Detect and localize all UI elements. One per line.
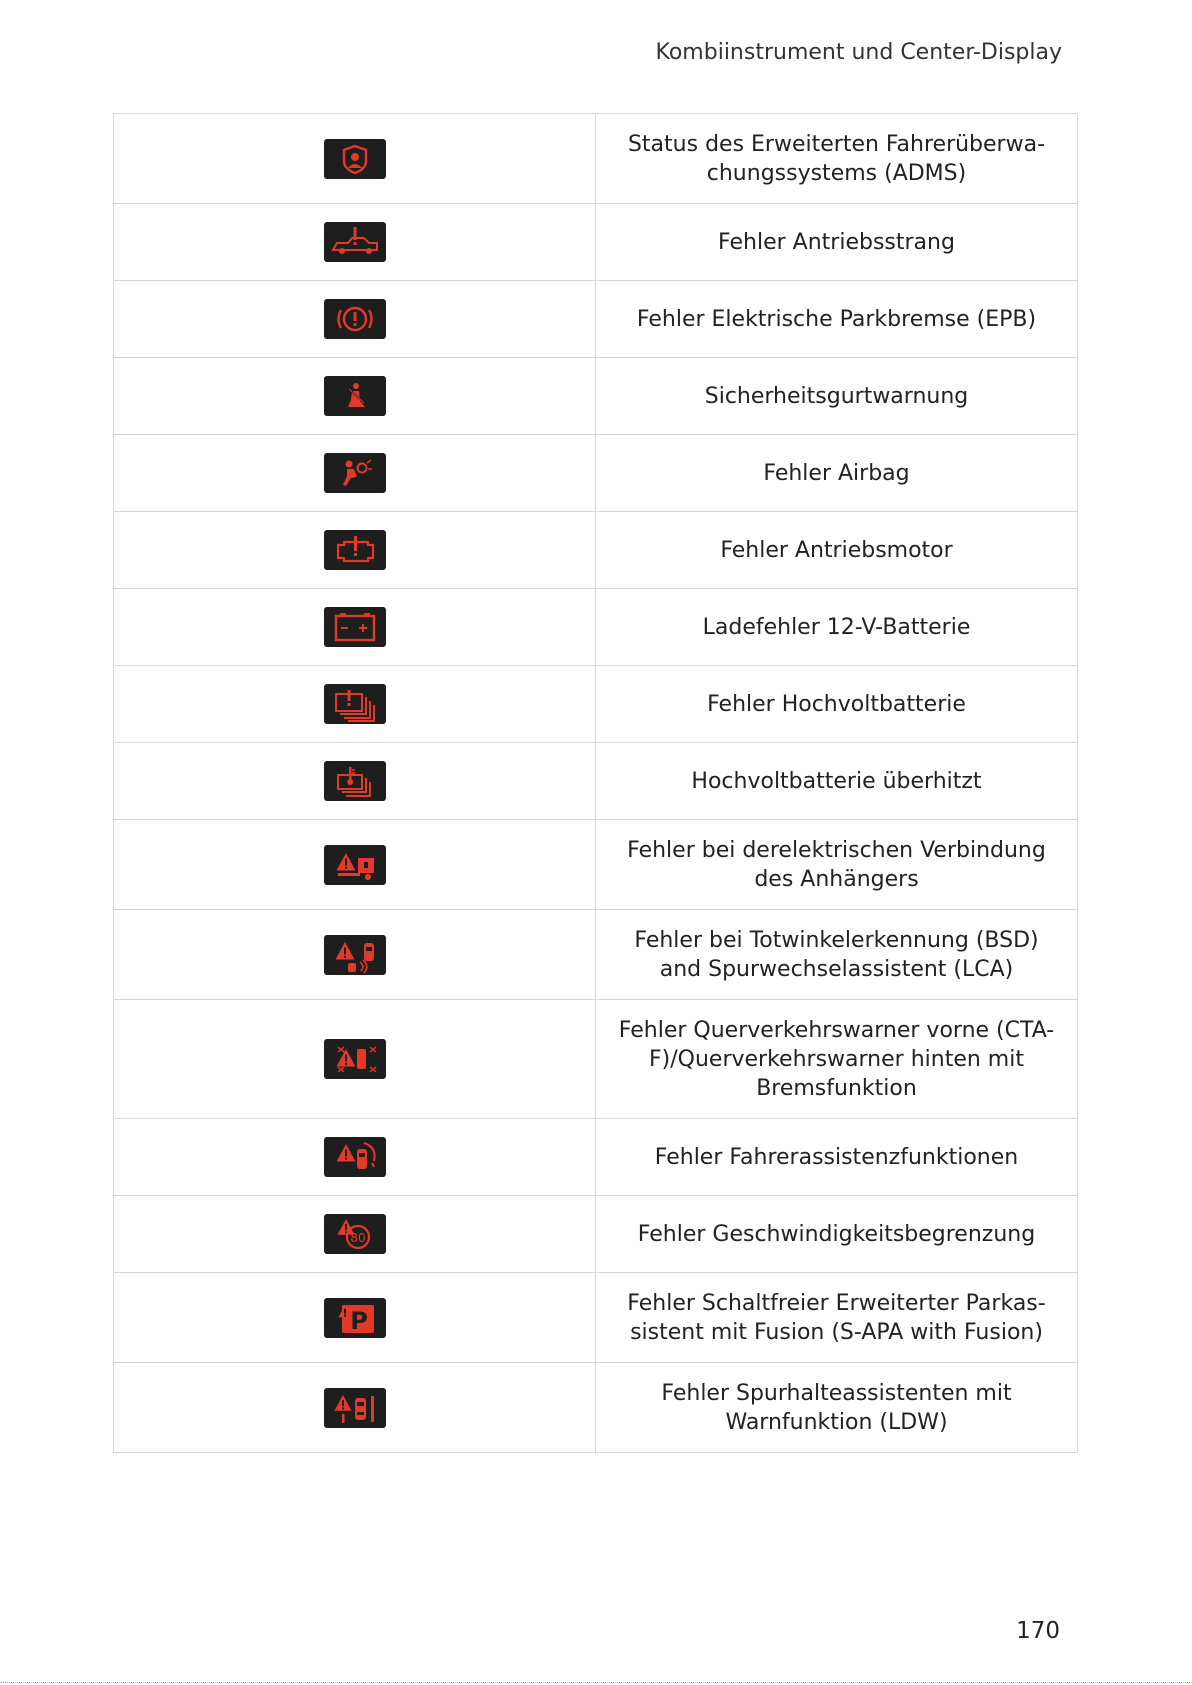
table-row (114, 1000, 1078, 1119)
description-cell: Ladefehler 12-V-Batterie (596, 589, 1078, 666)
icon-cell (114, 743, 596, 820)
description-cell: Fehler Antriebsmotor (596, 512, 1078, 589)
icon-cell (114, 1119, 596, 1196)
speed-limit-fault-icon (324, 1214, 386, 1254)
table-row (114, 1273, 1078, 1363)
description-cell: Fehler Spurhalteassistenten mit Warnfunktion (LDW) (596, 1363, 1078, 1453)
description-cell: Status des Erweiterten Fahrerüberwa- chungssystems (ADMS) (596, 114, 1078, 204)
description-cell: Fehler Antriebsstrang (596, 204, 1078, 281)
table-row (114, 1119, 1078, 1196)
driver-assist-fault-icon (324, 1137, 386, 1177)
driver-monitoring-icon (324, 139, 386, 179)
table-row (114, 435, 1078, 512)
icon-cell (114, 1273, 596, 1363)
description-cell: Fehler Airbag (596, 435, 1078, 512)
description-cell: Fehler Geschwindigkeitsbegrenzung (596, 1196, 1078, 1273)
icon-cell (114, 820, 596, 910)
cross-traffic-fault-icon (324, 1039, 386, 1079)
table-row (114, 820, 1078, 910)
table-row (114, 666, 1078, 743)
table-row (114, 589, 1078, 666)
description-cell: Fehler bei Totwinkelerkennung (BSD) and Spurwechselassistent (LCA) (596, 910, 1078, 1000)
powertrain-fault-icon (324, 222, 386, 262)
icon-cell (114, 435, 596, 512)
description-cell: Fehler Querverkehrswarner vorne (CTA- F)/Querverkehrswarner hinten mit Bremsfunktion (596, 1000, 1078, 1119)
warning-lights-table (113, 113, 1078, 1453)
table-row (114, 358, 1078, 435)
airbag-fault-icon (324, 453, 386, 493)
description-cell: Fehler Schaltfreier Erweiterter Parkas- sistent mit Fusion (S-APA with Fusion) (596, 1273, 1078, 1363)
icon-cell (114, 910, 596, 1000)
table-row (114, 1196, 1078, 1273)
table-row (114, 204, 1078, 281)
parking-brake-fault-icon (324, 299, 386, 339)
description-cell: Fehler Fahrerassistenzfunktionen (596, 1119, 1078, 1196)
icon-cell (114, 512, 596, 589)
description-cell: Fehler bei derelektrischen Verbindung des Anhängers (596, 820, 1078, 910)
lane-departure-fault-icon (324, 1388, 386, 1428)
icon-cell (114, 114, 596, 204)
footer-divider (0, 1682, 1192, 1683)
icon-cell (114, 281, 596, 358)
table-row (114, 114, 1078, 204)
parking-assist-fault-icon (324, 1298, 386, 1338)
page-number: 170 (1016, 1618, 1060, 1644)
blind-spot-fault-icon (324, 935, 386, 975)
description-cell: Hochvoltbatterie überhitzt (596, 743, 1078, 820)
icon-cell (114, 1363, 596, 1453)
table-row (114, 281, 1078, 358)
description-cell: Sicherheitsgurtwarnung (596, 358, 1078, 435)
description-cell: Fehler Elektrische Parkbremse (EPB) (596, 281, 1078, 358)
svg-text:80: 80 (349, 1231, 366, 1245)
table-row (114, 1363, 1078, 1453)
hv-battery-overheat-icon (324, 761, 386, 801)
svg-text:P: P (349, 1306, 368, 1335)
battery-12v-icon (324, 607, 386, 647)
icon-cell (114, 358, 596, 435)
table-row (114, 743, 1078, 820)
icon-cell (114, 1000, 596, 1119)
icon-cell (114, 1196, 596, 1273)
description-cell: Fehler Hochvoltbatterie (596, 666, 1078, 743)
drive-motor-fault-icon (324, 530, 386, 570)
icon-cell (114, 589, 596, 666)
icon-cell (114, 204, 596, 281)
icon-cell (114, 666, 596, 743)
running-header: Kombiinstrument und Center-Display (655, 40, 1062, 65)
hv-battery-fault-icon (324, 684, 386, 724)
table-row (114, 512, 1078, 589)
table-row (114, 910, 1078, 1000)
seatbelt-warning-icon (324, 376, 386, 416)
trailer-connection-fault-icon (324, 845, 386, 885)
